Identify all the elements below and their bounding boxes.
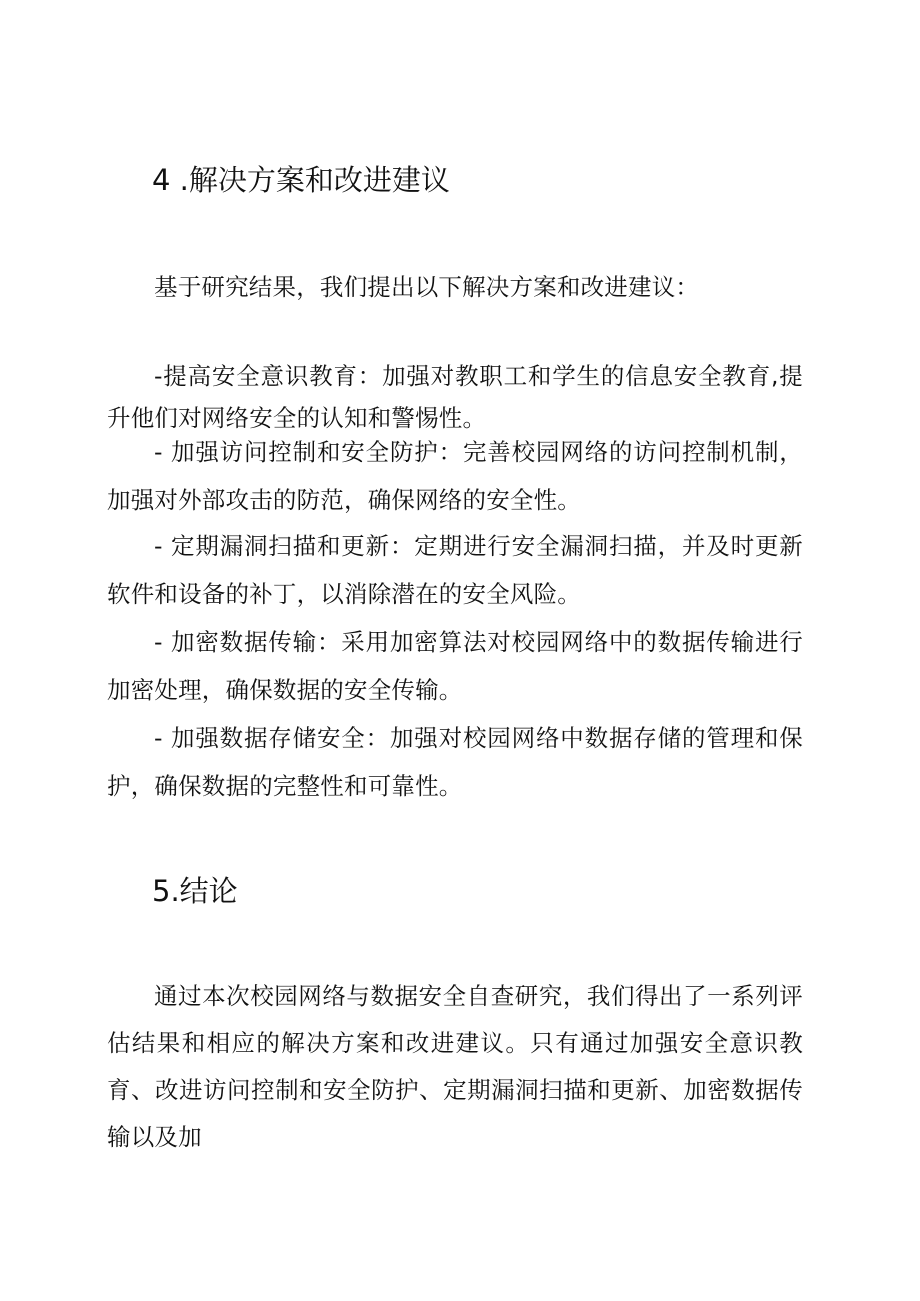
- section-heading-conclusion: 5.结论: [152, 874, 238, 908]
- list-item-vulnerability-scan: - 定期漏洞扫描和更新：定期进行安全漏洞扫描，并及时更新软件和设备的补丁，以消除潜在的安全风险。: [107, 532, 803, 608]
- list-item-access-control: - 加强访问控制和安全防护：完善校园网络的访问控制机制，加强对外部攻击的防范，确保网络的安全性。: [107, 438, 803, 514]
- list-item-storage-security: - 加强数据存储安全：加强对校园网络中数据存储的管理和保护，确保数据的完整性和可靠性。: [107, 724, 803, 800]
- list-item-security-awareness: -提高安全意识教育：加强对教职工和学生的信息安全教育,提升他们对网络安全的认知和警惕性。: [107, 362, 803, 432]
- list-item-encrypted-transfer: - 加密数据传输：采用加密算法对校园网络中的数据传输进行加密处理，确保数据的安全传输。: [107, 628, 803, 704]
- conclusion-paragraph: 通过本次校园网络与数据安全自查研究，我们得出了一系列评估结果和相应的解决方案和改进建议。只有通过加强安全意识教育、改进访问控制和安全防护、定期漏洞扫描和更新、加密数据传输以及加: [107, 982, 803, 1151]
- section-heading-solutions: 4 .解决方案和改进建议: [152, 163, 450, 197]
- intro-paragraph: 基于研究结果，我们提出以下解决方案和改进建议：: [154, 273, 700, 301]
